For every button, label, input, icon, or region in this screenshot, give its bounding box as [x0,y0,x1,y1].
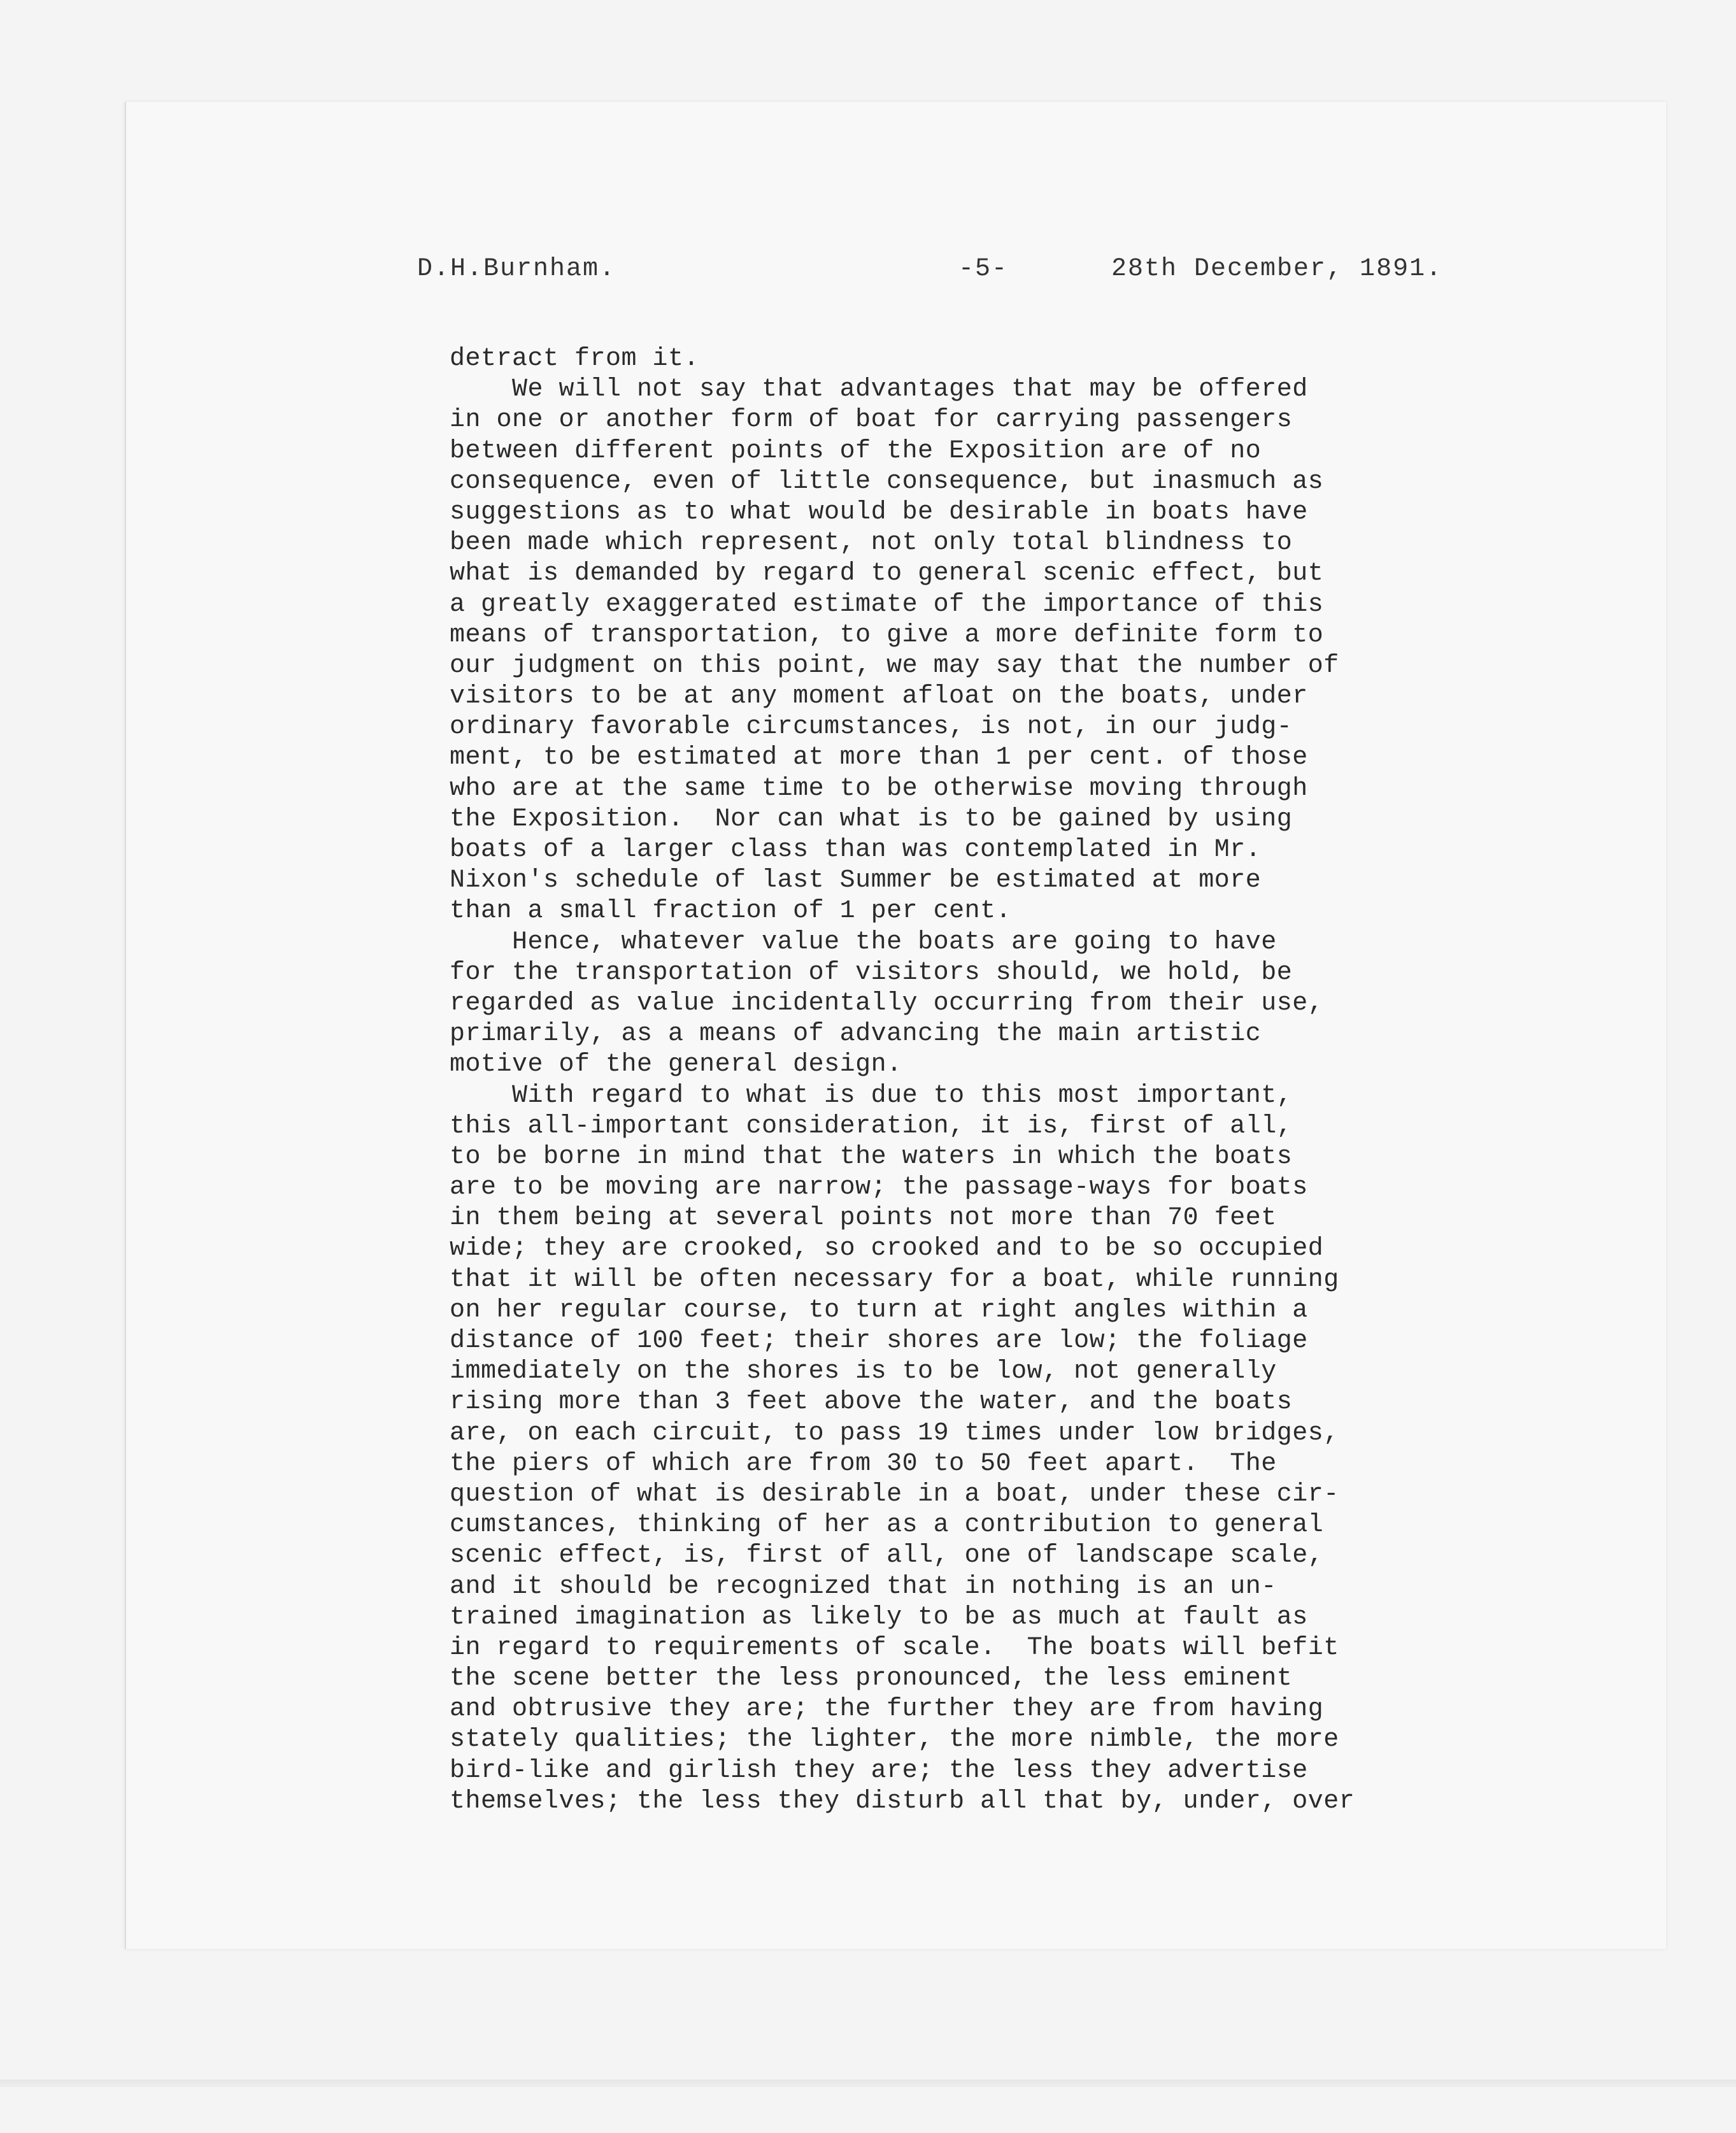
body-line: the piers of which are from 30 to 50 feet apart. The [450,1449,1277,1478]
body-line: rising more than 3 feet above the water, and the boats [450,1388,1293,1417]
body-line: on her regular course, to turn at right angles within a [450,1295,1308,1325]
body-line: to be borne in mind that the waters in which the boats [450,1142,1293,1171]
body-line: in one or another form of boat for carrying passengers [450,406,1293,435]
body-line: With regard to what is due to this most important, [450,1081,1293,1110]
body-line: themselves; the less they disturb all that by, under, over [450,1787,1355,1816]
body-line: regarded as value incidentally occurring from their use, [450,988,1324,1018]
body-line: detract from it. [450,345,700,373]
body-line: wide; they are crooked, so crooked and to be so occupied [450,1234,1324,1264]
body-line: primarily, as a means of advancing the main artistic [450,1020,1262,1049]
header-page-number: -5- [958,255,1009,283]
body-line: than a small fraction of 1 per cent. [450,897,1012,926]
body-line: this all-important consideration, it is, first of all, [450,1111,1293,1141]
scanner-edge [0,2079,1736,2087]
body-line: are to be moving are narrow; the passage-ways for boats [450,1173,1308,1202]
body-line: and it should be recognized that in nothing is an un- [450,1572,1277,1601]
letter-body [450,344,1532,1817]
body-line: Nixon's schedule of last Summer be estimated at more [450,866,1262,895]
body-line: means of transportation, to give a more definite form to [450,620,1324,650]
body-line: the scene better the less pronounced, the less eminent [450,1664,1293,1694]
body-line: a greatly exaggerated estimate of the importance of this [450,590,1324,619]
body-line: that it will be often necessary for a boat, while running [450,1265,1339,1294]
header-date: 28th December, 1891. [1111,255,1443,283]
body-line: suggestions as to what would be desirable in boats have [450,497,1308,527]
body-line: trained imagination as likely to be as much at fault as [450,1602,1308,1632]
body-line: been made which represent, not only total blindness to [450,529,1293,558]
body-line: distance of 100 feet; their shores are low; the foliage [450,1327,1308,1355]
body-line: motive of the general design. [450,1050,902,1080]
body-line: question of what is desirable in a boat, under these cir- [450,1480,1339,1509]
body-line: and obtrusive they are; the further they are from having [450,1695,1324,1724]
body-line: who are at the same time to be otherwise moving through [450,774,1308,803]
body-line: what is demanded by regard to general scenic effect, but [450,559,1324,589]
body-line: our judgment on this point, we may say that the number of [450,651,1339,680]
body-line: in regard to requirements of scale. The boats will befit [450,1633,1339,1662]
body-line: consequence, even of little consequence, but inasmuch as [450,467,1324,496]
body-line: scenic effect, is, first of all, one of landscape scale, [450,1541,1324,1571]
body-line: cumstances, thinking of her as a contribution to general [450,1511,1324,1540]
body-line: for the transportation of visitors should, we hold, be [450,958,1293,987]
body-line: between different points of the Exposition are of no [450,436,1262,466]
body-line: in them being at several points not more than 70 feet [450,1204,1277,1233]
body-line: bird-like and girlish they are; the less they advertise [450,1756,1308,1785]
body-line: are, on each circuit, to pass 19 times under low bridges, [450,1418,1339,1448]
body-line: Hence, whatever value the boats are going to have [450,927,1277,957]
letter-header [417,255,1487,299]
body-line: visitors to be at any moment afloat on the boats, under [450,682,1308,711]
body-line: stately qualities; the lighter, the more nimble, the more [450,1725,1339,1755]
body-line: ment, to be estimated at more than 1 per cent. of those [450,743,1308,773]
body-line: the Exposition. Nor can what is to be gained by using [450,804,1293,834]
body-line: We will not say that advantages that may be offered [450,375,1308,404]
body-line: boats of a larger class than was contemplated in Mr. [450,836,1262,864]
header-addressee: D.H.Burnham. [417,255,616,283]
body-line: immediately on the shores is to be low, not generally [450,1357,1277,1387]
body-line: ordinary favorable circumstances, is not, in our judg- [450,713,1293,742]
